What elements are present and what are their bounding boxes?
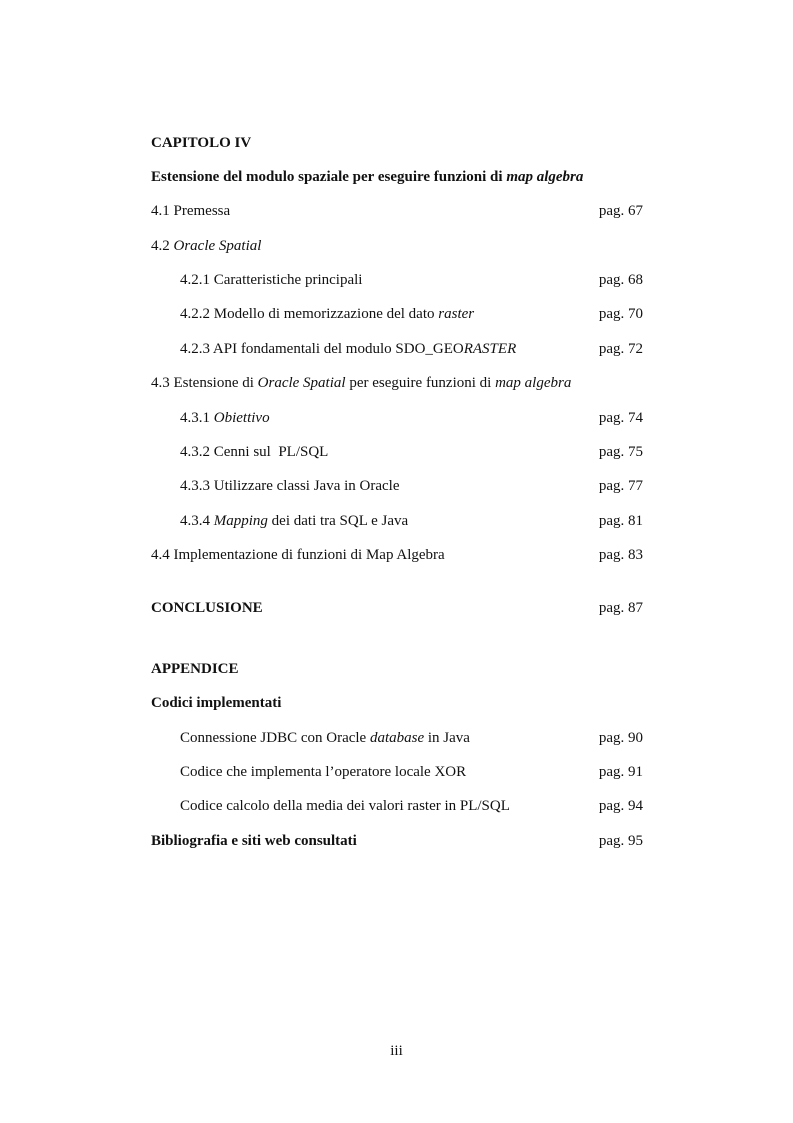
toc-entry-4-1: 4.1 Premessa pag. 67	[151, 203, 643, 219]
toc-page-number: pag. 83	[598, 547, 643, 563]
toc-page-number: pag. 95	[598, 833, 643, 849]
toc-page-number: pag. 77	[598, 478, 643, 494]
toc-page-number: pag. 91	[598, 764, 643, 780]
toc-page-number: pag. 90	[598, 730, 643, 746]
toc-entry-code-2: Codice che implementa l’operatore locale XOR pag. 91	[180, 764, 643, 780]
toc-entry-conclusione: CONCLUSIONE pag. 87	[151, 600, 643, 616]
toc-page-number: pag. 72	[598, 341, 643, 357]
toc-entry-4-3-4: 4.3.4 Mapping dei dati tra SQL e Java pag. 81	[180, 513, 643, 529]
toc-page-number: pag. 70	[598, 306, 643, 322]
chapter-title: CAPITOLO IV	[151, 135, 252, 151]
toc-page-number: pag. 74	[598, 410, 643, 426]
toc-page-number: pag. 81	[598, 513, 643, 529]
toc-page-number: pag. 94	[598, 798, 643, 814]
toc-entry-4-2-3: 4.2.3 API fondamentali del modulo SDO_GEORASTER pag. 72	[180, 341, 643, 357]
toc-page-number: pag. 67	[598, 203, 643, 219]
toc-entry-4-3: 4.3 Estensione di Oracle Spatial per eseguire funzioni di map algebra	[151, 375, 572, 391]
toc-entry-4-2-1: 4.2.1 Caratteristiche principali pag. 68	[180, 272, 643, 288]
section-appendice: APPENDICE	[151, 661, 239, 677]
toc-entry-4-2-2: 4.2.2 Modello di memorizzazione del dato raster pag. 70	[180, 306, 643, 322]
toc-entry-4-3-3: 4.3.3 Utilizzare classi Java in Oracle pag. 77	[180, 478, 643, 494]
toc-entry-code-1: Connessione JDBC con Oracle database in Java pag. 90	[180, 730, 643, 746]
toc-page-number: pag. 87	[598, 600, 643, 616]
toc-entry-4-2: 4.2 Oracle Spatial	[151, 238, 262, 254]
toc-entry-4-3-1: 4.3.1 Obiettivo pag. 74	[180, 410, 643, 426]
toc-page-number: pag. 68	[598, 272, 643, 288]
toc-entry-4-4: 4.4 Implementazione di funzioni di Map Algebra pag. 83	[151, 547, 643, 563]
toc-entry-4-3-2: 4.3.2 Cenni sul PL/SQL pag. 75	[180, 444, 643, 460]
toc-entry-bibliografia: Bibliografia e siti web consultati pag. 95	[151, 833, 643, 849]
section-codici: Codici implementati	[151, 695, 282, 711]
toc-page-number: pag. 75	[598, 444, 643, 460]
toc-entry-code-3: Codice calcolo della media dei valori raster in PL/SQL pag. 94	[180, 798, 643, 814]
chapter-subtitle: Estensione del modulo spaziale per eseguire funzioni di map algebra	[151, 169, 584, 185]
page-number-footer: iii	[390, 1043, 403, 1059]
